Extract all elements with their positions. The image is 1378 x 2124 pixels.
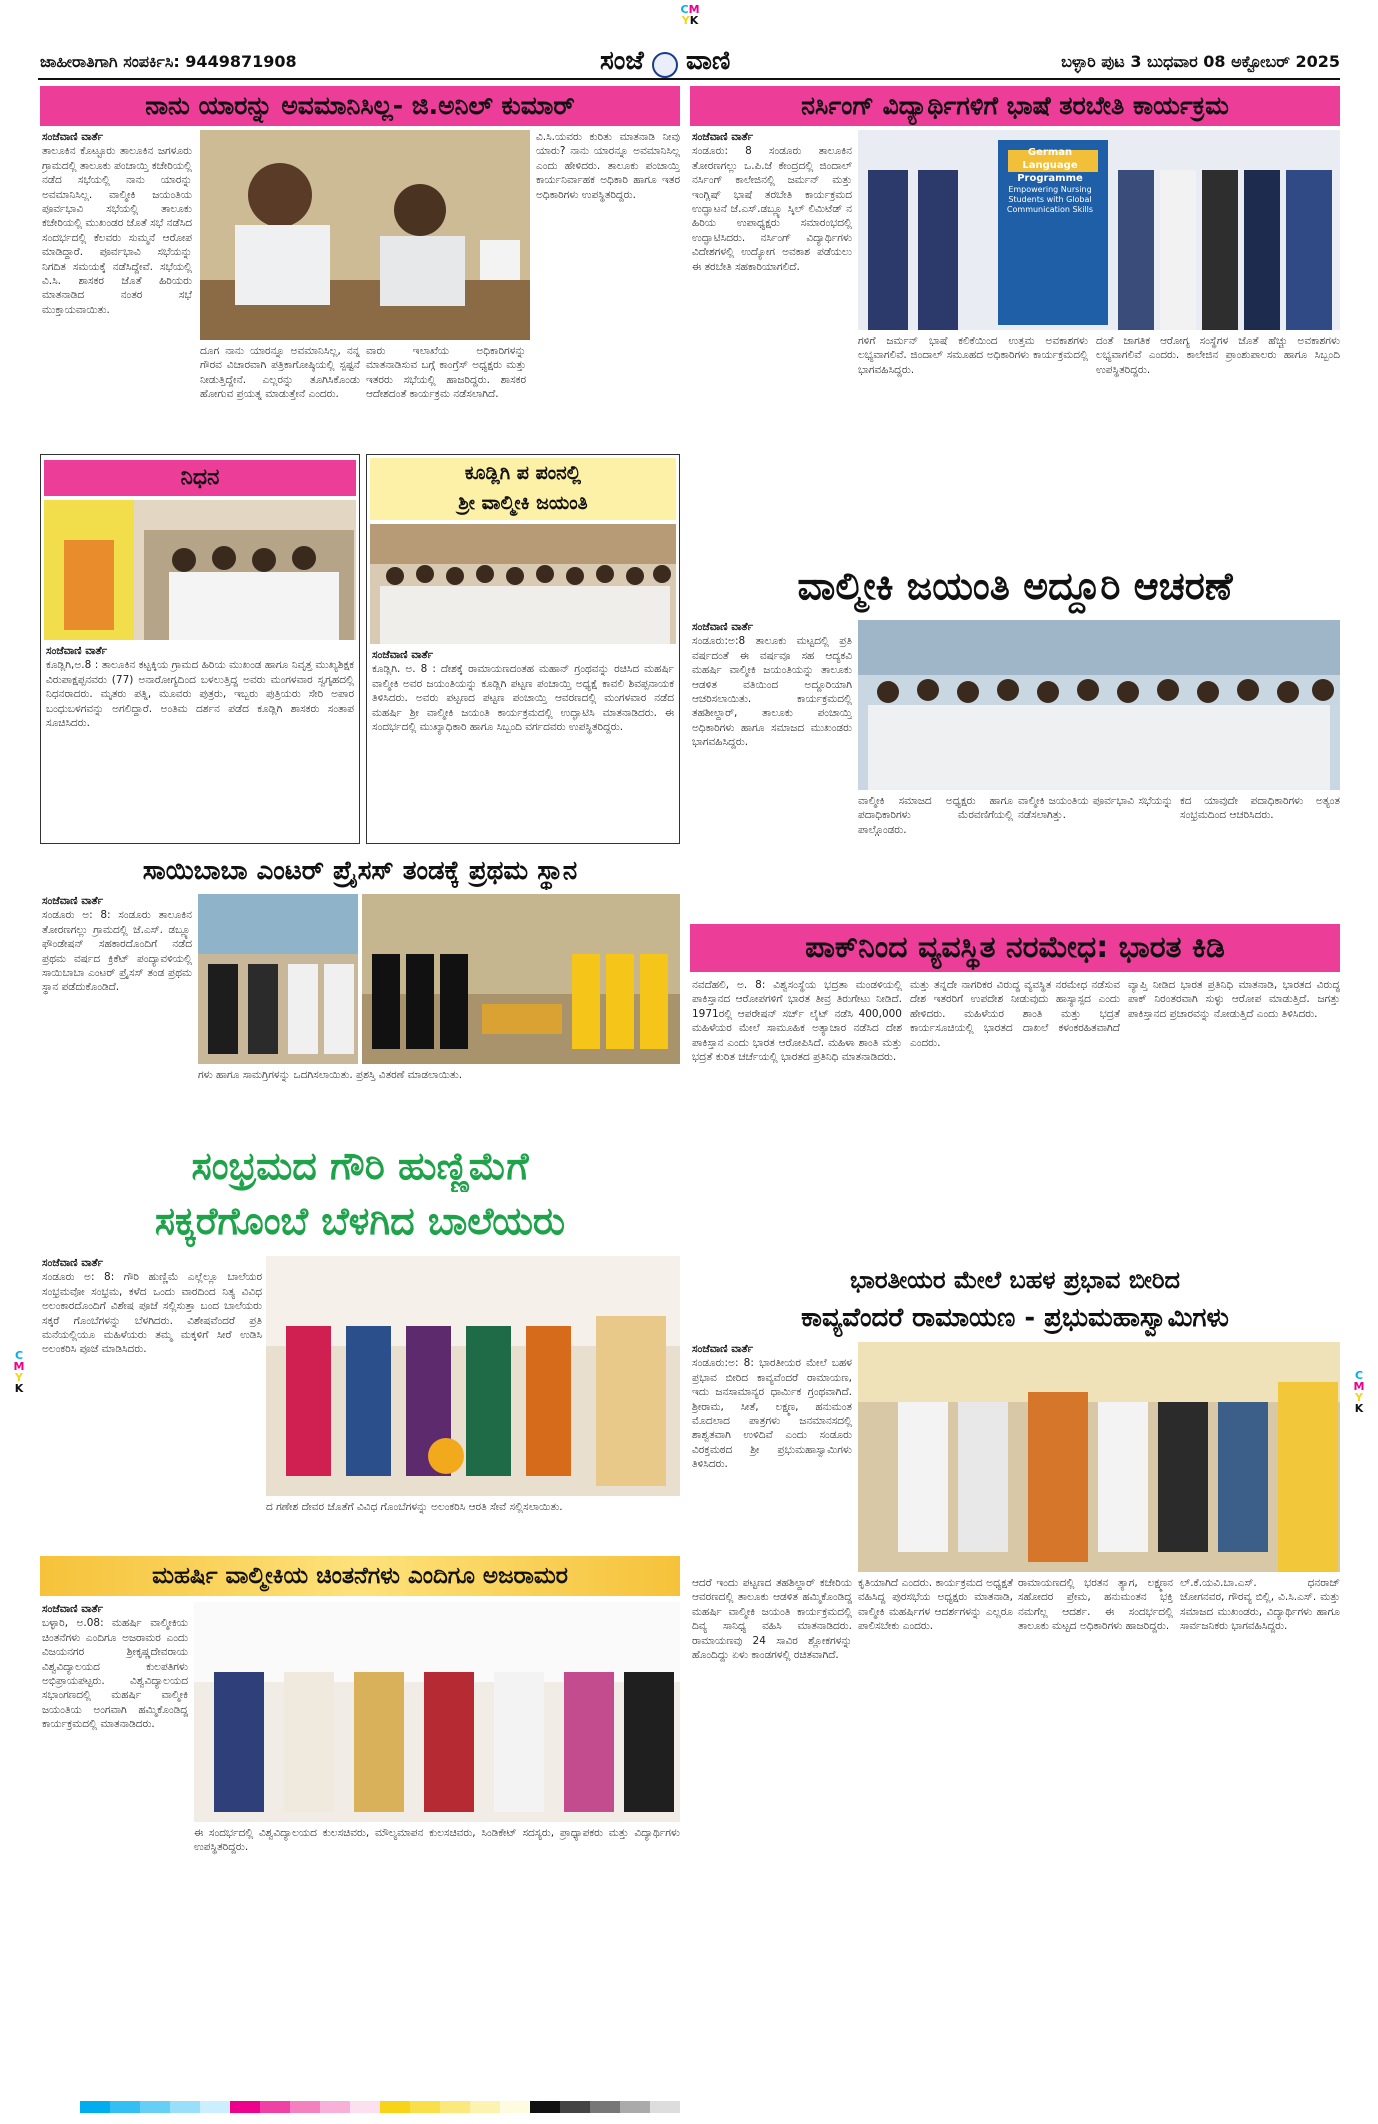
color-swatch (110, 2101, 140, 2113)
nursing-byline: ಸಂಜೆವಾಣಿ ವಾರ್ತೆ (692, 131, 754, 143)
maharshi-photo (194, 1602, 680, 1822)
color-swatch (350, 2101, 380, 2113)
ramayana-byline: ಸಂಜೆವಾಣಿ ವಾರ್ತೆ (692, 1343, 754, 1355)
masthead-logo (600, 46, 780, 80)
sai-text (42, 894, 192, 1154)
nursing-poster-title: German Language Programme (1017, 147, 1083, 184)
addur-body-2: ವಾಲ್ಮೀಕಿ ಸಮಾಜದ ಅಧ್ಯಕ್ಷರು ಹಾಗೂ ಪದಾಧಿಕಾರಿಗಳು ಮೆರವಣಿಗೆಯಲ್ಲಿ ಪಾಲ್ಗೊಂಡರು. (858, 795, 1013, 836)
color-swatch (470, 2101, 500, 2113)
obituary-headline: ನಿಧನ (44, 460, 356, 496)
color-swatch (530, 2101, 560, 2113)
gowri-photo (266, 1256, 680, 1496)
sai-headline: ಸಾಯಿಬಾಬಾ ಎಂಟರ್ ಪ್ರೈಸಸ್ ತಂಡಕ್ಕೆ ಪ್ರಥಮ ಸ್ಥಾನ (142, 856, 578, 886)
addur-photo (858, 620, 1340, 790)
ramayana-body-4: ರಾಮಾಯಣದಲ್ಲಿ ಭರತನ ತ್ಯಾಗ, ಲಕ್ಷ್ಮಣನ ಸಹೋದರ ಪ್ರೇಮ, ಹನುಮಂತನ ಭಕ್ತಿ ನಮಗೆಲ್ಲ ಆದರ್ಶ. ಈ ಸಂದರ್ಭದಲ್ಲಿ ತಾಲೂಕು ಮಟ್ಟದ ಅಧಿಕಾರಿಗಳು ಹಾಜರಿದ್ದರು. (1018, 1577, 1173, 1633)
maharshi-photo-svg (194, 1602, 680, 1822)
color-swatch (230, 2101, 260, 2113)
kudligi-photo-svg (370, 524, 676, 644)
nursing-text (692, 130, 852, 450)
edition-line: ಬಳ್ಳಾರಿ ಪುಟ 3 ಬುಧವಾರ 08 ಅಕ್ಟೋಬರ್ 2025 (1061, 52, 1340, 71)
sai-photo-left (198, 894, 358, 1064)
kudligi-headline-box (370, 458, 676, 520)
ramayana-body: ಸಂಡೂರು:ಅ: 8: ಭಾರತೀಯರ ಮೇಲೆ ಬಹಳ ಪ್ರಭಾವ ಬೀರಿದ ಕಾವ್ಯವೆಂದರೆ ರಾಮಾಯಣ, ಇದು ಜನಸಾಮಾನ್ಯರ ಧಾರ್ಮಿಕ ಗ್ರಂಥವಾಗಿದೆ. ಶ್ರೀರಾಮ, ಸೀತೆ, ಲಕ್ಷ್ಮಣ, ಹನುಮಂತ ಮೊದಲಾದ ಪಾತ್ರಗಳು ಜನಮಾನಸದಲ್ಲಿ ಶಾಶ್ವತವಾಗಿ ಉಳಿದಿವೆ ಎಂದು ಸಂಡೂರು ವಿರಕ್ತಮಠದ ಶ್ರೀ ಪ್ರಭುಮಹಾಸ್ವಾಮಿಗಳು ತಿಳಿಸಿದರು. (692, 1357, 852, 1471)
ramayana-headline-2: ಕಾವ್ಯವೆಂದರೆ ರಾಮಾಯಣ - ಪ್ರಭುಮಹಾಸ್ವಾಮಿಗಳು (801, 1303, 1229, 1333)
anil-headline: ನಾನು ಯಾರನ್ನು ಅವಮಾನಿಸಿಲ್ಲ- ಜಿ.ಅನಿಲ್ ಕುಮಾರ್ (40, 86, 680, 126)
registration-mark-top: CM YK (680, 3, 700, 27)
bharath-body-2: ಮತ್ತು ತನ್ನದೇ ನಾಗರಿಕರ ವಿರುದ್ಧ ವ್ಯವಸ್ಥಿತ ನರಮೇಧ ನಡೆಸುವ ದೇಶ ಇತರರಿಗೆ ಉಪದೇಶ ನೀಡುವುದು ಹಾಸ್ಯಾಸ್ಪದ ಎಂದು ಹೇಳಿದರು. ಮಹಿಳೆಯರ ಶಾಂತಿ ಮತ್ತು ಭದ್ರತೆ ಕಾರ್ಯಸೂಚಿಯಲ್ಲಿ ಭಾರತದ ದಾಖಲೆ ಕಳಂಕರಹಿತವಾಗಿದೆ ಎಂದರು. (910, 979, 1120, 1049)
sai-body: ಸಂಡೂರು ಅ: 8: ಸಂಡೂರು ತಾಲೂಕಿನ ತೋರಣಗಲ್ಲು ಗ್ರಾಮದಲ್ಲಿ ಜೆ.ಎಸ್. ಡಬ್ಲ್ಯೂ ಫೌಂಡೇಷನ್ ಸಹಕಾರದೊಂದಿಗೆ ನಡೆದ ಪ್ರಥಮ ವರ್ಷದ ಕ್ರಿಕೆಟ್ ಪಂದ್ಯಾವಳಿಯಲ್ಲಿ ಸಾಯಿಬಾಬಾ ಎಂಟರ್ ಪ್ರೈಸಸ್ ತಂಡ ಪ್ರಥಮ ಸ್ಥಾನ ಪಡೆದುಕೊಂಡಿದೆ. (42, 909, 192, 994)
logo-globe-icon (652, 52, 678, 78)
maharshi-body-2: ಈ ಸಂದರ್ಭದಲ್ಲಿ ವಿಶ್ವವಿದ್ಯಾಲಯದ ಕುಲಸಚಿವರು, ಮೌಲ್ಯಮಾಪನ ಕುಲಸಚಿವರು, ಸಿಂಡಿಕೇಟ್ ಸದಸ್ಯರು, ಪ್ರಾಧ್ಯಾಪಕರು ಮತ್ತು ವಿದ್ಯಾರ್ಥಿಗಳು ಉಪಸ್ಥಿತರಿದ್ದರು. (194, 1827, 680, 1854)
nursing-body: ಸಂಡೂರು: 8 ಸಂಡೂರು ತಾಲೂಕಿನ ತೋರಣಗಲ್ಲು ಒ.ಪಿ.ಜೆ ಕೇಂದ್ರದಲ್ಲಿ ಜಿಂದಾಲ್ ನರ್ಸಿಂಗ್ ಕಾಲೇಜಿನಲ್ಲಿ ಜರ್ಮನ್ ಮತ್ತು ಇಂಗ್ಲಿಷ್ ಭಾಷೆ ತರಬೇತಿ ಕಾರ್ಯಕ್ರಮದ ಉದ್ಘಾಟನೆ ಜೆ.ಎಸ್.ಡಬ್ಲ್ಯೂ ಸ್ಕಿಲ್ ಲಿಮಿಟೆಡ್ ನ ಹಿರಿಯ ಉಪಾಧ್ಯಕ್ಷರು ಸಮಾರಂಭದಲ್ಲಿ ಉದ್ಘಾಟಿಸಿದರು. ನರ್ಸಿಂಗ್ ವಿದ್ಯಾರ್ಥಿಗಳು ವಿದೇಶಗಳಲ್ಲಿ ಉದ್ಯೋಗ ಅವಕಾಶ ಪಡೆಯಲು ಈ ತರಬೇತಿ ಸಹಕಾರಿಯಾಗಲಿದೆ. (692, 145, 852, 273)
sai-byline: ಸಂಜೆವಾಣಿ ವಾರ್ತೆ (42, 895, 104, 907)
obituary-photo-svg (44, 500, 356, 640)
addur-photo-svg (858, 620, 1340, 790)
color-swatch (80, 2101, 110, 2113)
kudligi-byline: ಸಂಜೆವಾಣಿ ವಾರ್ತೆ (372, 649, 434, 661)
nursing-body-2: ಗಳಿಗೆ ಜರ್ಮನ್ ಭಾಷೆ ಕಲಿಕೆಯಿಂದ ಉತ್ತಮ ಅವಕಾಶಗಳು ಲಭ್ಯವಾಗಲಿವೆ. ಜಿಂದಾಲ್ ಸಮೂಹದ ಅಧಿಕಾರಿಗಳು ಕಾರ್ಯಕ್ರಮದಲ್ಲಿ ಭಾಗವಹಿಸಿದ್ದರು. (858, 335, 1088, 376)
color-swatch (380, 2101, 410, 2113)
kudligi-photo (370, 524, 676, 644)
kudligi-headline-2: ಶ್ರೀ ವಾಲ್ಮೀಕಿ ಜಯಂತಿ (458, 492, 588, 514)
logo-left: ಸಂಜೆ (600, 46, 644, 76)
ramayana-body-5: ಲ್.ಕೆ.ಯವಿ.ಬಾ.ಎಸ್. ಧನರಾಜ್ ಜೋಗನವರ, ಗೌರವ್ಯ ಬಿಲ್ಲಿ, ವಿ.ಸಿ.ಎಸ್. ಮತ್ತು ಸಮಾಜದ ಮುಖಂಡರು, ವಿದ್ಯಾರ್ಥಿಗಳು ಹಾಗೂ ಸಾರ್ವಜನಿಕರು ಭಾಗವಹಿಸಿದ್ದರು. (1180, 1577, 1340, 1633)
registration-mark-left: C M Y K (13, 1349, 25, 1395)
nursing-headline: ನರ್ಸಿಂಗ್ ವಿದ್ಯಾರ್ಥಿಗಳಿಗೆ ಭಾಷೆ ತರಬೇತಿ ಕಾರ್ಯಕ್ರಮ (690, 86, 1340, 126)
obituary-photo (44, 500, 356, 640)
color-swatch (440, 2101, 470, 2113)
anil-photo (200, 130, 530, 340)
bharath-headline: ಪಾಕ್‌ನಿಂದ ವ್ಯವಸ್ಥಿತ ನರಮೇಧ: ಭಾರತ ಕಿಡಿ (690, 924, 1340, 972)
anil-body-col1 (42, 130, 192, 460)
sai-photo-right (362, 894, 680, 1064)
anil-text-1: ತಾಲೂಕಿನ ಕೊಟ್ಟೂರು ತಾಲೂಕಿನ ಜಗಳೂರು ಗ್ರಾಮದಲ್ಲಿ ತಾಲೂಕು ಪಂಚಾಯ್ತಿ ಕಚೇರಿಯಲ್ಲಿ ನಡೆದ ಸಭೆಯಲ್ಲಿ ನಾನು ಯಾರನ್ನು ಅವಮಾನಿಸಿಲ್ಲ. ವಾಲ್ಮೀಕಿ ಜಯಂತಿಯ ಪೂರ್ವಭಾವಿ ಸಭೆಯಲ್ಲಿ ತಾಲೂಕು ಕಚೇರಿಯಲ್ಲಿ ಮುಖಂಡರ ಜೊತೆ ಸಭೆ ನಡೆಸಿದ ಸಂದರ್ಭದಲ್ಲಿ ಕೆಲವರು ಸುಮ್ಮನೆ ಆರೋಪ ಮಾಡಿದ್ದಾರೆ. ಪೂರ್ವಭಾವಿ ಸಭೆಯನ್ನು ನಿಗದಿತ ಸಮಯಕ್ಕೆ ನಡೆಸಿದ್ದೇವೆ. ಸಭೆಯಲ್ಲಿ ವಿ.ಸಿ. ಶಾಸಕರ ಜೊತೆ ಹಿರಿಯರು ಮಾತನಾಡಿದ ನಂತರ ಸಭೆ ಮುಕ್ತಾಯವಾಯಿತು. (42, 145, 192, 316)
bharath-body: ನವದೆಹಲಿ, ಅ. 8: ವಿಶ್ವಸಂಸ್ಥೆಯ ಭದ್ರತಾ ಮಂಡಳಿಯಲ್ಲಿ ಪಾಕಿಸ್ತಾನದ ಆರೋಪಗಳಿಗೆ ಭಾರತ ತೀವ್ರ ತಿರುಗೇಟು ನೀಡಿದೆ. 1971ರಲ್ಲಿ ಆಪರೇಷನ್ ಸರ್ಚ್ ಲೈಟ್ ನಡೆಸಿ 400,000 ಮಹಿಳೆಯರ ಮೇಲೆ ಸಾಮೂಹಿಕ ಅತ್ಯಾಚಾರ ನಡೆಸಿದ ದೇಶ ಪಾಕಿಸ್ತಾನ ಎಂದು ಭಾರತ ಆರೋಪಿಸಿದೆ. ಮಹಿಳಾ ಶಾಂತಿ ಮತ್ತು ಭದ್ರತೆ ಕುರಿತ ಚರ್ಚೆಯಲ್ಲಿ ಭಾರತದ ಪ್ರತಿನಿಧಿ ಮಾತನಾಡಿದರು. (692, 979, 902, 1064)
maharshi-byline: ಸಂಜೆವಾಣಿ ವಾರ್ತೆ (42, 1603, 104, 1615)
anil-byline: ಸಂಜೆವಾಣಿ ವಾರ್ತೆ (42, 131, 104, 143)
nursing-poster-sub: Empowering Nursing Students with Global Communication Skills (1006, 185, 1094, 214)
gowri-body: ಸಂಡೂರು ಅ: 8: ಗೌರಿ ಹುಣ್ಣಿಮೆ ಎಲ್ಲೆಲ್ಲೂ ಬಾಲೆಯರ ಸಂಭ್ರಮವೋ ಸಂಭ್ರಮ, ಕಳೆದ ಒಂದು ವಾರದಿಂದ ನಿತ್ಯ ವಿವಿಧ ಅಲಂಕಾರದೊಂದಿಗೆ ವಿಶೇಷ ಪೂಜೆ ಸಲ್ಲಿಸುತ್ತಾ ಬಂದ ಬಾಲೆಯರು ಸಕ್ಕರೆ ಗೊಂಬೆಗಳನ್ನು ಬೆಳಗಿದರು. ವಿಶೇಷವೆಂದರೆ ಪ್ರತಿ ಮನೆಯಲ್ಲಿಯೂ ಮಹಿಳೆಯರು ತಮ್ಮ ಮಕ್ಕಳಿಗೆ ಸೀರೆ ಉಡಿಸಿ ಅಲಂಕರಿಸಿ ಪೂಜೆ ಮಾಡಿಸಿದರು. (42, 1271, 262, 1356)
maharshi-body: ಬಳ್ಳಾರಿ, ಅ.08: ಮಹರ್ಷಿ ವಾಲ್ಮೀಕಿಯ ಚಿಂತನೆಗಳು ಎಂದಿಗೂ ಅಜರಾಮರ ಎಂದು ವಿಜಯನಗರ ಶ್ರೀಕೃಷ್ಣದೇವರಾಯ ವಿಶ್ವವಿದ್ಯಾಲಯದ ಕುಲಪತಿಗಳು ಅಭಿಪ್ರಾಯಪಟ್ಟರು. ವಿಶ್ವವಿದ್ಯಾಲಯದ ಸಭಾಂಗಣದಲ್ಲಿ ಮಹರ್ಷಿ ವಾಲ್ಮೀಕಿ ಜಯಂತಿಯ ಅಂಗವಾಗಿ ಹಮ್ಮಿಕೊಂಡಿದ್ದ ಕಾರ್ಯಕ್ರಮದಲ್ಲಿ ಮಾತನಾಡಿದರು. (42, 1617, 188, 1731)
registration-mark-right: C M Y K (1353, 1369, 1365, 1415)
color-swatch (170, 2101, 200, 2113)
ramayana-text (692, 1342, 852, 1572)
kudligi-headline-1: ಕೂಡ್ಲಿಗಿ ಪ ಪಂನಲ್ಲಿ (464, 462, 582, 484)
ramayana-photo (858, 1342, 1340, 1572)
color-swatch (620, 2101, 650, 2113)
gowri-byline: ಸಂಜೆವಾಣಿ ವಾರ್ತೆ (42, 1257, 104, 1269)
color-swatch (500, 2101, 530, 2113)
color-swatch (140, 2101, 170, 2113)
nursing-poster-text (1000, 146, 1100, 214)
kudligi-text (372, 648, 674, 840)
ramayana-photo-svg (858, 1342, 1340, 1572)
obituary-body: ಕೂಡ್ಲಿಗಿ,ಅ.8 : ತಾಲೂಕಿನ ಕಟ್ಟಕ್ಕಿಯ ಗ್ರಾಮದ ಹಿರಿಯ ಮುಖಂಡ ಹಾಗೂ ನಿವೃತ್ತ ಮುಖ್ಯಶಿಕ್ಷಕ ವಿರುಪಾಕ್ಷಪ್ಪನವರು (77) ಅನಾರೋಗ್ಯದಿಂದ ಬಳಲುತ್ತಿದ್ದ ಅವರು ಮಂಗಳವಾರ ಸ್ವಗೃಹದಲ್ಲಿ ನಿಧನರಾದರು. ಮೃತರು ಪತ್ನಿ, ಮೂವರು ಪುತ್ರರು, ಇಬ್ಬರು ಪುತ್ರಿಯರು ಸೇರಿ ಅಪಾರ ಬಂಧುಬಳಗವನ್ನು ಅಗಲಿದ್ದಾರೆ. ಅಂತಿಮ ದರ್ಶನ ಪಡೆದ ಕೂಡ್ಲಿಗಿ ಶಾಸಕರು ಸಂತಾಪ ಸೂಚಿಸಿದರು. (46, 659, 354, 730)
anil-photo-svg (200, 130, 530, 340)
color-swatch (200, 2101, 230, 2113)
maharshi-text (42, 1602, 188, 2062)
nursing-body-3: ದಂತೆ ಜಾಗತಿಕ ಆರೋಗ್ಯ ಸಂಸ್ಥೆಗಳ ಜೊತೆ ಹೆಚ್ಚು ಅವಕಾಶಗಳು ಲಭ್ಯವಾಗಲಿವೆ ಎಂದರು. ಕಾಲೇಜಿನ ಪ್ರಾಂಶುಪಾಲರು ಹಾಗೂ ಸಿಬ್ಬಂದಿ ಉಪಸ್ಥಿತರಿದ್ದರು. (1096, 335, 1340, 376)
color-swatch (650, 2101, 680, 2113)
gowri-headline-1: ಸಂಭ್ರಮದ ಗೌರಿ ಹುಣ್ಣಿಮೆಗೆ (191, 1144, 529, 1188)
anil-body-col3: ವಾರು ಇಲಾಖೆಯ ಅಧಿಕಾರಿಗಳನ್ನು ಮಾತನಾಡಿಸುವ ಬಗ್ಗೆ ಕಾಂಗ್ರೆಸ್ ಅಧ್ಯಕ್ಷರು ಮತ್ತು ಇತರರು ಸಭೆಯಲ್ಲಿ ಹಾಜರಿದ್ದರು. ಶಾಸಕರ ಆದೇಶದಂತೆ ಕಾರ್ಯಕ್ರಮ ನಡೆಸಲಾಗಿದೆ. (366, 345, 526, 401)
gowri-caption: ದ ಗಣೇಶ ದೇವರ ಜೊತೆಗೆ ವಿವಿಧ ಗೊಂಬೆಗಳನ್ನು ಅಲಂಕರಿಸಿ ಆರತಿ ಸೇವೆ ಸಲ್ಲಿಸಲಾಯಿತು. (266, 1501, 563, 1513)
gowri-text (42, 1256, 262, 1552)
color-swatch (590, 2101, 620, 2113)
kudligi-body: ಕೂಡ್ಲಿಗಿ. ಅ. 8 : ದೇಶಕ್ಕೆ ರಾಮಾಯಣದಂತಹ ಮಹಾನ್ ಗ್ರಂಥವನ್ನು ರಚಿಸಿದ ಮಹರ್ಷಿ ವಾಲ್ಮೀಕಿ ಅವರ ಜಯಂತಿಯನ್ನು ಕೂಡ್ಲಿಗಿ ಪಟ್ಟಣ ಪಂಚಾಯ್ತಿ ಅಧ್ಯಕ್ಷೆ ಕಾವಲಿ ಶಿವಪ್ಪನಾಯಕ ತಿಳಿಸಿದರು. ಅವರು ಪಟ್ಟಣದ ಪಟ್ಟಣ ಪಂಚಾಯ್ತಿ ಆವರಣದಲ್ಲಿ ಮಂಗಳವಾರ ನಡೆದ ಮಹರ್ಷಿ ಶ್ರೀ ವಾಲ್ಮೀಕಿ ಜಯಂತಿ ಕಾರ್ಯಕ್ರಮದಲ್ಲಿ ಉದ್ಘಾಟಿಸಿ ಮಾತನಾಡಿದರು. ಈ ಸಂದರ್ಭದಲ್ಲಿ ಮುಖ್ಯಾಧಿಕಾರಿ ಹಾಗೂ ಸಿಬ್ಬಂದಿ ವರ್ಗದವರು ಉಪಸ್ಥಿತರಿದ್ದರು. (372, 663, 674, 734)
addur-body-3: ವಾಲ್ಮೀಕಿ ಜಯಂತಿಯ ಪೂರ್ವಭಾವಿ ಸಭೆಯನ್ನು ನಡೆಸಲಾಗಿತ್ತು. (1018, 795, 1173, 822)
logo-right: ವಾಣಿ (686, 46, 731, 76)
ramayana-headline-1: ಭಾರತೀಯರ ಮೇಲೆ ಬಹಳ ಪ್ರಭಾವ ಬೀರಿದ (849, 1266, 1181, 1294)
addur-text (692, 620, 852, 920)
color-swatch (290, 2101, 320, 2113)
ad-contact: ಜಾಹೀರಾತಿಗಾಗಿ ಸಂಪರ್ಕಿಸಿ: 9449871908 (40, 52, 297, 71)
ramayana-body-3: ಕೃತಿಯಾಗಿದೆ ಎಂದರು. ಕಾರ್ಯಕ್ರಮದ ಅಧ್ಯಕ್ಷತೆ ವಹಿಸಿದ್ದ ಪುರಸಭೆಯ ಅಧ್ಯಕ್ಷರು ಮಾತನಾಡಿ, ವಾಲ್ಮೀಕಿ ಮಹರ್ಷಿಗಳ ಆದರ್ಶಗಳನ್ನು ಎಲ್ಲರೂ ಪಾಲಿಸಬೇಕು ಎಂದರು. (858, 1577, 1013, 1633)
obituary-text (46, 644, 354, 840)
addur-body: ಸಂಡೂರು:ಅ:8 ತಾಲೂಕು ಮಟ್ಟದಲ್ಲಿ ಪ್ರತಿ ವರ್ಷದಂತೆ ಈ ವರ್ಷವೂ ಸಹ ಆದ್ಯಕವಿ ಮಹರ್ಷಿ ವಾಲ್ಮೀಕಿ ಜಯಂತಿಯನ್ನು ತಾಲೂಕು ಆಡಳಿತ ವತಿಯಿಂದ ಅದ್ದೂರಿಯಾಗಿ ಆಚರಿಸಲಾಯಿತು. ಕಾರ್ಯಕ್ರಮದಲ್ಲಿ ತಹಶೀಲ್ದಾರ್, ತಾಲೂಕು ಪಂಚಾಯ್ತಿ ಅಧಿಕಾರಿಗಳು ಹಾಗೂ ಸಮಾಜದ ಮುಖಂಡರು ಭಾಗವಹಿಸಿದ್ದರು. (692, 635, 852, 749)
obituary-byline: ಸಂಜೆವಾಣಿ ವಾರ್ತೆ (46, 645, 108, 657)
addur-byline: ಸಂಜೆವಾಣಿ ವಾರ್ತೆ (692, 621, 754, 633)
anil-body-col4: ವಿ.ಸಿ.ಯವರು ಕುರಿತು ಮಾತನಾಡಿ ನೀವು ಯಾರು? ನಾನು ಯಾರನ್ನೂ ಅವಮಾನಿಸಿಲ್ಲ ಎಂದು ಹೇಳಿದರು. ತಾಲೂಕು ಪಂಚಾಯ್ತಿ ಕಾರ್ಯನಿರ್ವಾಹಕ ಅಧಿಕಾರಿ ಹಾಗೂ ಇತರ ಅಧಿಕಾರಿಗಳು ಉಪಸ್ಥಿತರಿದ್ದರು. (536, 131, 680, 201)
sai-caption: ಗಳು ಹಾಗೂ ಸಾಮಗ್ರಿಗಳನ್ನು ಒದಗಿಸಲಾಯಿತು. ಪ್ರಶಸ್ತಿ ವಿತರಣೆ ಮಾಡಲಾಯಿತು. (198, 1069, 463, 1081)
anil-body-col2: ದೂಗ ನಾನು ಯಾರನ್ನೂ ಅವಮಾನಿಸಿಲ್ಲ, ನನ್ನ ಗೌರವ ವಿಚಾರವಾಗಿ ಪತ್ರಿಕಾಗೋಷ್ಠಿಯಲ್ಲಿ ಸ್ಪಷ್ಟನೆ ನೀಡುತ್ತಿದ್ದೇನೆ. ಎಲ್ಲರನ್ನು ತೂಗಿಸಿಕೊಂಡು ಹೋಗುವ ಪ್ರಯತ್ನ ಮಾಡುತ್ತೇನೆ ಎಂದರು. (200, 345, 360, 401)
color-swatch (560, 2101, 590, 2113)
masthead-rule (38, 78, 1340, 80)
sai-photo-right-svg (362, 894, 680, 1064)
bharath-body-3: ವ್ಯಾಪ್ತಿ ನೀಡಿದ ಭಾರತ ಪ್ರತಿನಿಧಿ ಮಾತನಾಡಿ, ಭಾರತದ ವಿರುದ್ಧ ಪಾಕ್ ನಿರಂತರವಾಗಿ ಸುಳ್ಳು ಆರೋಪ ಮಾಡುತ್ತಿದೆ. ಜಗತ್ತು ಪಾಕಿಸ್ತಾನದ ಪ್ರಚಾರವನ್ನು ನೋಡುತ್ತಿದೆ ಎಂದು ತಿಳಿಸಿದರು. (1128, 979, 1340, 1020)
ramayana-body-2: ಆದರೆ ಇಂದು ಪಟ್ಟಣದ ತಹಶಿಲ್ದಾರ್ ಕಚೇರಿಯ ಆವರಣದಲ್ಲಿ ತಾಲೂಕು ಆಡಳಿತ ಹಮ್ಮಿಕೊಂಡಿದ್ದ ಮಹರ್ಷಿ ವಾಲ್ಮೀಕಿ ಜಯಂತಿ ಕಾರ್ಯಕ್ರಮದಲ್ಲಿ ದಿವ್ಯ ಸಾನಿಧ್ಯ ವಹಿಸಿ ಮಾತನಾಡಿದರು. ರಾಮಾಯಣವು 24 ಸಾವಿರ ಶ್ಲೋಕಗಳನ್ನು ಹೊಂದಿದ್ದು ಏಳು ಕಾಂಡಗಳಲ್ಲಿ ರಚಿತವಾಗಿದೆ. (692, 1577, 852, 1662)
maharshi-headline: ಮಹರ್ಷಿ ವಾಲ್ಮೀಕಿಯ ಚಿಂತನೆಗಳು ಎಂದಿಗೂ ಅಜರಾಮರ (40, 1556, 680, 1596)
color-swatch (320, 2101, 350, 2113)
addur-headline: ವಾಲ್ಮೀಕಿ ಜಯಂತಿ ಅದ್ದೂರಿ ಆಚರಣೆ (797, 564, 1233, 608)
color-swatch (260, 2101, 290, 2113)
addur-body-4: ಕದ ಯಾವುದೇ ಪದಾಧಿಕಾರಿಗಳು ಅತ್ಯಂತ ಸಂಭ್ರಮದಿಂದ ಆಚರಿಸಿದರು. (1180, 795, 1340, 822)
color-calibration-bar (80, 2098, 680, 2112)
gowri-photo-svg (266, 1256, 680, 1496)
gowri-headline-2: ಸಕ್ಕರೆಗೊಂಬೆ ಬೆಳಗಿದ ಬಾಲೆಯರು (154, 1199, 566, 1243)
sai-photo-left-svg (198, 894, 358, 1064)
color-swatch (410, 2101, 440, 2113)
